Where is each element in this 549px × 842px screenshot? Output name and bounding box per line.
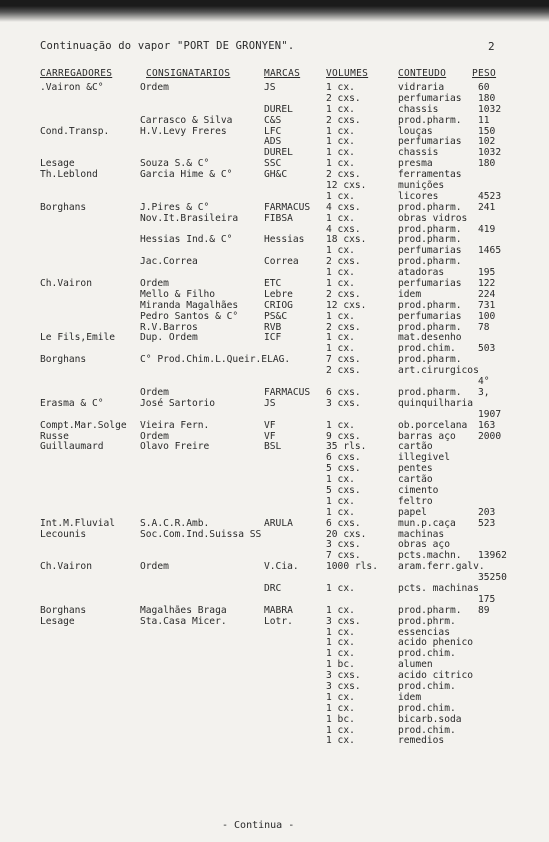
mark-cell: VF xyxy=(264,419,276,431)
content-cell: louças xyxy=(398,125,433,137)
mark-cell: Correa xyxy=(264,256,299,268)
table-row xyxy=(0,464,549,475)
column-header-volumes: VOLUMES xyxy=(326,68,369,79)
content-cell: prod.pharm. xyxy=(398,223,462,235)
weight-cell: 2000 xyxy=(478,430,502,442)
content-cell: prod.pharm. xyxy=(398,386,462,398)
content-cell: mun.p.caça xyxy=(398,517,456,529)
table-row xyxy=(0,638,549,649)
content-cell: prod.pharm. xyxy=(398,234,462,246)
volume-cell: 1 cx. xyxy=(326,147,355,159)
volume-cell: 1 cx. xyxy=(326,267,355,279)
volume-cell: 1 cx. xyxy=(326,419,355,431)
weight-cell: 523 xyxy=(478,517,496,529)
column-header-weight: PESO xyxy=(472,68,497,79)
consignee-cell: Magalhães Braga xyxy=(140,604,227,616)
consignee-cell: Miranda Magalhães xyxy=(140,299,239,311)
table-row xyxy=(0,693,549,704)
weight-cell: 150 xyxy=(478,125,496,137)
volume-cell: 1 cx. xyxy=(326,125,355,137)
consignee-cell: Ordem xyxy=(140,82,169,93)
content-cell: machinas xyxy=(398,528,445,540)
volume-cell: 2 cxs. xyxy=(326,365,361,377)
shipper-cell: Th.Leblond xyxy=(40,169,98,181)
mark-cell: RVB xyxy=(264,321,282,333)
volume-cell: 1000 rls. xyxy=(326,561,378,573)
weight-cell: 1032 xyxy=(478,103,502,115)
content-cell: prod.pharm. xyxy=(398,604,462,616)
weight-cell: 180 xyxy=(478,92,496,104)
volume-cell: 1 cx. xyxy=(326,310,355,322)
mark-cell: FARMACUS xyxy=(264,201,311,213)
volume-cell: 2 cxs. xyxy=(326,169,361,181)
table-row xyxy=(0,584,549,595)
shipper-cell: Cond.Transp. xyxy=(40,125,110,137)
content-cell: pentes xyxy=(398,463,433,475)
table-row xyxy=(0,410,549,421)
shipper-cell: Compt.Mar.Solge xyxy=(40,419,127,431)
table-row xyxy=(0,562,549,573)
weight-cell: 78 xyxy=(478,321,490,333)
mark-cell: DUREL xyxy=(264,147,293,159)
volume-cell: 1 bc. xyxy=(326,659,355,671)
weight-cell: 1465 xyxy=(478,245,502,257)
volume-cell: 7 cxs. xyxy=(326,550,361,562)
table-row xyxy=(0,486,549,497)
table-row xyxy=(0,606,549,617)
shipper-cell: Int.M.Fluvial xyxy=(40,517,116,529)
volume-cell: 4 cxs. xyxy=(326,201,361,213)
table-row xyxy=(0,715,549,726)
mark-cell: FIBSA xyxy=(264,212,293,224)
volume-cell: 3 cxs. xyxy=(326,397,361,409)
volume-cell: 1 cx. xyxy=(326,103,355,115)
mark-cell: DRC xyxy=(264,582,282,594)
weight-cell: 731 xyxy=(478,299,496,311)
consignee-cell: Sta.Casa Micer. xyxy=(140,615,227,627)
weight-cell: 11 xyxy=(478,114,490,126)
column-header-consignees: CONSIGNATARIOS xyxy=(146,68,231,79)
table-row xyxy=(0,83,549,94)
content-cell: mat.desenho xyxy=(398,332,462,344)
table-row xyxy=(0,475,549,486)
volume-cell: 3 cxs. xyxy=(326,670,361,682)
shipper-cell: Erasma & C° xyxy=(40,397,104,409)
content-cell: prod.chim. xyxy=(398,648,456,660)
consignee-cell: Ordem xyxy=(140,430,169,442)
mark-cell: Lebre xyxy=(264,288,293,300)
volume-cell: 5 cxs. xyxy=(326,463,361,475)
volume-cell: 2 cxs. xyxy=(326,321,361,333)
table-row xyxy=(0,649,549,660)
mark-cell: ADS xyxy=(264,136,282,148)
mark-cell: GH&C xyxy=(264,169,288,181)
content-cell: chassis xyxy=(398,147,439,159)
content-cell: vidraria xyxy=(398,82,445,93)
table-row xyxy=(0,181,549,192)
weight-cell: 102 xyxy=(478,136,496,148)
weight-cell: 4° xyxy=(478,376,490,388)
mark-cell: BSL xyxy=(264,441,282,453)
content-cell: prod.chim. xyxy=(398,343,456,355)
mark-cell: JS xyxy=(264,397,276,409)
table-row xyxy=(0,736,549,747)
content-cell: acido citrico xyxy=(398,670,474,682)
content-cell: pcts.machn. xyxy=(398,550,462,562)
content-cell: pcts. machinas xyxy=(398,582,479,594)
document-title: Continuação do vapor "PORT DE GRONYEN". xyxy=(40,40,295,52)
table-row xyxy=(0,508,549,519)
volume-cell: 1 cx. xyxy=(326,691,355,703)
volume-cell: 1 cx. xyxy=(326,343,355,355)
content-cell: ferramentas xyxy=(398,169,462,181)
content-cell: obras vidros xyxy=(398,212,468,224)
weight-cell: 180 xyxy=(478,158,496,170)
volume-cell: 1 cx. xyxy=(326,474,355,486)
table-row xyxy=(0,497,549,508)
mark-cell: CRIOG xyxy=(264,299,293,311)
mark-cell: VF xyxy=(264,430,276,442)
mark-cell: FARMACUS xyxy=(264,386,311,398)
mark-cell: V.Cia. xyxy=(264,561,299,573)
volume-cell: 1 cx. xyxy=(326,190,355,202)
weight-cell: 60 xyxy=(478,82,490,93)
table-row xyxy=(0,333,549,344)
table-row xyxy=(0,704,549,715)
weight-cell: 419 xyxy=(478,223,496,235)
content-cell: cimento xyxy=(398,484,439,496)
content-cell: remedios xyxy=(398,735,445,747)
mark-cell: C&S xyxy=(264,114,282,126)
column-header-marks: MARCAS xyxy=(264,68,301,79)
table-row xyxy=(0,453,549,464)
volume-cell: 1 cx. xyxy=(326,332,355,344)
consignee-cell: Nov.It.Brasileira xyxy=(140,212,239,224)
table-row xyxy=(0,671,549,682)
volume-cell: 1 cx. xyxy=(326,648,355,660)
content-cell: cartão xyxy=(398,441,433,453)
table-row xyxy=(0,312,549,323)
content-cell: chassis xyxy=(398,103,439,115)
content-cell: quinquilharia xyxy=(398,397,474,409)
shipper-cell: .Vairon &C° xyxy=(40,82,104,93)
table-row xyxy=(0,530,549,541)
consignee-cell: H.V.Levy Freres xyxy=(140,125,227,137)
content-cell: perfumarias xyxy=(398,136,462,148)
consignee-cell: Ordem xyxy=(140,561,169,573)
mark-cell: LFC xyxy=(264,125,282,137)
content-cell: bicarb.soda xyxy=(398,713,462,725)
consignee-cell: S.A.C.R.Amb. xyxy=(140,517,210,529)
weight-cell: 89 xyxy=(478,604,490,616)
shipper-cell: Borghans xyxy=(40,354,87,366)
consignee-cell: Vieira Fern. xyxy=(140,419,210,431)
weight-cell: 122 xyxy=(478,278,496,290)
content-cell: presma xyxy=(398,158,433,170)
manifest-table xyxy=(0,83,549,747)
consignee-cell: Olavo Freire xyxy=(140,441,210,453)
volume-cell: 3 cxs. xyxy=(326,615,361,627)
content-cell: aram.ferr.galv. xyxy=(398,561,485,573)
weight-cell: 224 xyxy=(478,288,496,300)
consignee-cell: Pedro Santos & C° xyxy=(140,310,239,322)
shipper-cell: Lesage xyxy=(40,615,75,627)
content-cell: obras aço xyxy=(398,539,450,551)
page-number: 2 xyxy=(488,40,495,53)
volume-cell: 1 cx. xyxy=(326,212,355,224)
mark-cell: MABRA xyxy=(264,604,293,616)
volume-cell: 1 cx. xyxy=(326,626,355,638)
content-cell: perfumarias xyxy=(398,278,462,290)
volume-cell: 2 cxs. xyxy=(326,114,361,126)
volume-cell: 7 cxs. xyxy=(326,354,361,366)
table-row xyxy=(0,726,549,737)
volume-cell: 6 cxs. xyxy=(326,452,361,464)
content-cell: illegivel xyxy=(398,452,450,464)
consignee-cell: Souza S.& C° xyxy=(140,158,210,170)
volume-cell: 1 cx. xyxy=(326,637,355,649)
shipper-cell: Borghans xyxy=(40,604,87,616)
content-cell: art.cirurgicos xyxy=(398,365,479,377)
volume-cell: 3 cxs. xyxy=(326,539,361,551)
mark-cell: SSC xyxy=(264,158,282,170)
weight-cell: 3, xyxy=(478,386,490,398)
consignee-cell: Garcia Hime & C° xyxy=(140,169,233,181)
content-cell: perfumarias xyxy=(398,310,462,322)
volume-cell: 3 cxs. xyxy=(326,680,361,692)
table-row xyxy=(0,442,549,453)
content-cell: munições xyxy=(398,180,445,192)
volume-cell: 1 cx. xyxy=(326,245,355,257)
weight-cell: 241 xyxy=(478,201,496,213)
volume-cell: 12 cxs. xyxy=(326,180,367,192)
table-row xyxy=(0,214,549,225)
weight-cell: 1907 xyxy=(478,408,502,420)
shipper-cell: Russe xyxy=(40,430,69,442)
table-row xyxy=(0,366,549,377)
consignee-cell: Carrasco & Silva xyxy=(140,114,233,126)
content-cell: prod.pharm. xyxy=(398,321,462,333)
volume-cell: 1 cx. xyxy=(326,82,355,93)
volume-cell: 4 cxs. xyxy=(326,223,361,235)
consignee-cell: Mello & Filho xyxy=(140,288,216,300)
volume-cell: 1 cx. xyxy=(326,278,355,290)
volume-cell: 18 cxs. xyxy=(326,234,367,246)
content-cell: ob.porcelana xyxy=(398,419,468,431)
content-cell: prod.pharm. xyxy=(398,299,462,311)
shipper-cell: Ch.Vairon xyxy=(40,561,92,573)
shipper-cell: Guillaumard xyxy=(40,441,104,453)
content-cell: prod.pharm. xyxy=(398,256,462,268)
shipper-cell: Lecounis xyxy=(40,528,87,540)
content-cell: essencias xyxy=(398,626,450,638)
content-cell: prod.chim. xyxy=(398,702,456,714)
mark-cell: JS xyxy=(264,82,276,93)
volume-cell: 1 cx. xyxy=(326,724,355,736)
consignee-cell: R.V.Barros xyxy=(140,321,198,333)
content-cell: licores xyxy=(398,190,439,202)
weight-cell: 195 xyxy=(478,267,496,279)
volume-cell: 2 cxs. xyxy=(326,92,361,104)
volume-cell: 6 cxs. xyxy=(326,386,361,398)
content-cell: idem xyxy=(398,288,422,300)
volume-cell: 1 cx. xyxy=(326,702,355,714)
consignee-cell: J.Pires & C° xyxy=(140,201,210,213)
mark-cell: DUREL xyxy=(264,103,293,115)
content-cell: barras aço xyxy=(398,430,456,442)
mark-cell: Hessias xyxy=(264,234,305,246)
content-cell: perfumarias xyxy=(398,245,462,257)
table-row xyxy=(0,682,549,693)
shipper-cell: Ch.Vairon xyxy=(40,278,92,290)
content-cell: idem xyxy=(398,691,422,703)
mark-cell: PS&C xyxy=(264,310,288,322)
volume-cell: 6 cxs. xyxy=(326,517,361,529)
weight-cell: 4523 xyxy=(478,190,502,202)
weight-cell: 13962 xyxy=(478,550,507,562)
column-header-shippers: CARREGADORES xyxy=(40,68,113,79)
volume-cell: 1 cx. xyxy=(326,582,355,594)
volume-cell: 1 cx. xyxy=(326,495,355,507)
volume-cell: 1 cx. xyxy=(326,158,355,170)
column-header-contents: CONTEUDO xyxy=(398,68,447,79)
table-row xyxy=(0,235,549,246)
consignee-cell: C° Prod.Chim.L.Queir.ELAG. xyxy=(140,354,291,366)
volume-cell: 5 cxs. xyxy=(326,484,361,496)
mark-cell: ARULA xyxy=(264,517,293,529)
shipper-cell: Borghans xyxy=(40,201,87,213)
table-row xyxy=(0,421,549,432)
shipper-cell: Le Fils,Emile xyxy=(40,332,116,344)
volume-cell: 1 cx. xyxy=(326,136,355,148)
consignee-cell: Ordem xyxy=(140,278,169,290)
shipper-cell: Lesage xyxy=(40,158,75,170)
table-row xyxy=(0,170,549,181)
table-row xyxy=(0,540,549,551)
content-cell: perfumarias xyxy=(398,92,462,104)
weight-cell: 503 xyxy=(478,343,496,355)
mark-cell: ICF xyxy=(264,332,282,344)
scanned-page-edge xyxy=(0,0,549,22)
table-row xyxy=(0,257,549,268)
content-cell: prod.phrm. xyxy=(398,615,456,627)
content-cell: feltro xyxy=(398,495,433,507)
mark-cell: ETC xyxy=(264,278,282,290)
volume-cell: 35 rls. xyxy=(326,441,367,453)
weight-cell: 163 xyxy=(478,419,496,431)
table-row xyxy=(0,399,549,410)
consignee-cell: Ordem xyxy=(140,386,169,398)
weight-cell: 203 xyxy=(478,506,496,518)
volume-cell: 1 cx. xyxy=(326,735,355,747)
table-row xyxy=(0,116,549,127)
content-cell: prod.pharm. xyxy=(398,201,462,213)
content-cell: alumen xyxy=(398,659,433,671)
consignee-cell: Hessias Ind.& C° xyxy=(140,234,233,246)
content-cell: prod.pharm. xyxy=(398,114,462,126)
volume-cell: 1 bc. xyxy=(326,713,355,725)
continuation-note: - Continua - xyxy=(222,820,295,831)
volume-cell: 9 cxs. xyxy=(326,430,361,442)
content-cell: acido phenico xyxy=(398,637,474,649)
consignee-cell: Soc.Com.Ind.Suissa SS xyxy=(140,528,262,540)
volume-cell: 20 cxs. xyxy=(326,528,367,540)
content-cell: prod.chim. xyxy=(398,724,456,736)
volume-cell: 1 cx. xyxy=(326,506,355,518)
content-cell: prod.chim. xyxy=(398,680,456,692)
weight-cell: 100 xyxy=(478,310,496,322)
table-row xyxy=(0,617,549,628)
volume-cell: 12 cxs. xyxy=(326,299,367,311)
table-row xyxy=(0,519,549,530)
weight-cell: 35250 xyxy=(478,572,507,584)
content-cell: cartão xyxy=(398,474,433,486)
weight-cell: 175 xyxy=(478,593,496,605)
content-cell: atadoras xyxy=(398,267,445,279)
consignee-cell: José Sartorio xyxy=(140,397,216,409)
mark-cell: Lotr. xyxy=(264,615,293,627)
volume-cell: 1 cx. xyxy=(326,604,355,616)
weight-cell: 1032 xyxy=(478,147,502,159)
content-cell: prod.pharm. xyxy=(398,354,462,366)
volume-cell: 2 cxs. xyxy=(326,256,361,268)
consignee-cell: Dup. Ordem xyxy=(140,332,198,344)
consignee-cell: Jac.Correa xyxy=(140,256,198,268)
content-cell: papel xyxy=(398,506,427,518)
volume-cell: 2 cxs. xyxy=(326,288,361,300)
